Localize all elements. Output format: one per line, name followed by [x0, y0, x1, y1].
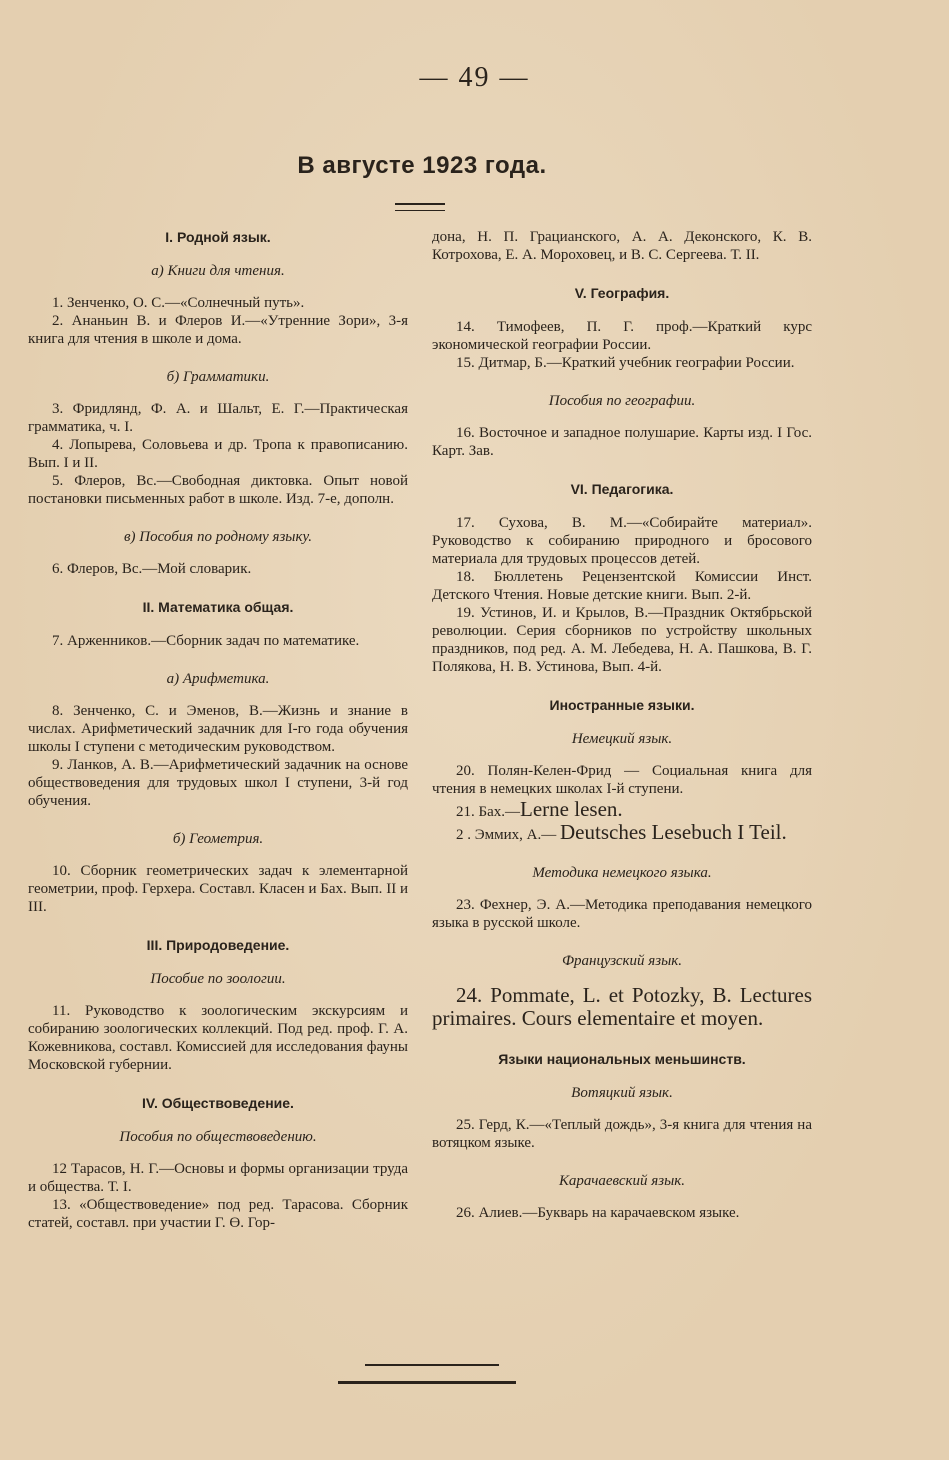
entry-group — [28, 702, 408, 810]
entry-16: 16. Восточное и западное полушарие. Карты изд. I Гос. Карт. Зав. — [432, 425, 812, 459]
subsection-native-aids: в) Пособия по родному языку. — [124, 529, 312, 545]
entry-12: 12 Тарасов, Н. Г.—Основы и формы организации труда и общества. Т. I. — [28, 1161, 408, 1195]
entry-group — [432, 318, 812, 372]
entry-group — [432, 514, 812, 676]
entry-10: 10. Сборник геометрических задач к элементарной геометрии, проф. Герхера. Составл. Класен и Бах. Вып. II и III. — [28, 863, 408, 915]
subsection-social-aids: Пособия по обществоведению. — [119, 1129, 317, 1145]
entry-19: 19. Устинов, И. и Крылов, В.—Праздник Октябрьской революции. Серия сборников по устройству школьных праздников, под ред. А. М. Лебедева, Н. А. Пашкова, В. Г. Полякова, Н. В. Устинова, Вып. 4-й. — [432, 605, 812, 675]
left-column — [28, 228, 408, 1252]
section-heading-foreign-languages: Иностранные языки. — [549, 697, 695, 713]
section-heading-minority-languages: Языки национальных меньшинств. — [498, 1051, 746, 1067]
entry-13-continued: дона, Н. П. Грацианского, А. А. Деконского, К. В. Котрохова, Е. А. Мороховец, и В. С. Сергеева. Т. II. — [432, 229, 812, 263]
entry-13: 13. «Обществоведение» под ред. Тарасова. Сборник статей, составл. при участии Г. Ө. Гор- — [28, 1197, 408, 1231]
entry-group — [432, 228, 812, 264]
entry-group — [28, 862, 408, 916]
entry-group — [28, 294, 408, 348]
subsection-grammars: б) Грамматики. — [166, 369, 270, 385]
subsection-french: Французский язык. — [561, 953, 683, 969]
entry-group — [432, 1116, 812, 1152]
entry-20: 20. Полян-Келен-Фрид — Социальная книга для чтения в немецких школах I-й ступени. — [432, 763, 812, 797]
closing-rule-bottom — [338, 1381, 516, 1384]
entry-7: 7. Арженников.—Сборник задач по математике. — [52, 633, 360, 649]
entry-21-number: 21. Бах.— — [456, 804, 521, 820]
entry-group — [432, 1204, 812, 1222]
entry-23: 23. Фехнер, Э. А.—Методика преподавания немецкого языка в русской школе. — [432, 897, 812, 931]
subsection-votyak: Вотяцкий язык. — [571, 1085, 673, 1101]
subsection-arithmetic: а) Арифметика. — [166, 671, 270, 687]
entry-6: 6. Флеров, Вс.—Мой словарик. — [52, 561, 252, 577]
entry-group — [28, 632, 408, 650]
entry-22-number: 2 . Эммих, А.— — [456, 827, 560, 843]
entry-5: 5. Флеров, Вс.—Свободная диктовка. Опыт новой постановки письменных работ в школе. Изд. 7-е, дополн. — [28, 473, 408, 507]
entry-24: 24. Pommate, L. et Potozky, B. Lectures primaires. Cours elementaire et moyen. — [432, 983, 812, 1030]
entry-21 — [432, 798, 812, 821]
subsection-reading-books: а) Книги для чтения. — [151, 263, 285, 279]
entry-3: 3. Фридлянд, Ф. А. и Шальт, Е. Г.—Практическая грамматика, ч. I. — [28, 401, 408, 435]
subsection-geography-aids: Пособия по географии. — [548, 393, 696, 409]
entry-22-title: Deutsches Lesebuch I Teil. — [560, 820, 787, 844]
subsection-karachay: Карачаевский язык. — [558, 1173, 686, 1189]
entry-15: 15. Дитмар, Б.—Краткий учебник географии России. — [456, 355, 795, 371]
entry-22 — [432, 821, 812, 844]
section-heading-geography: V. География. — [574, 285, 670, 301]
entry-8: 8. Зенченко, С. и Эменов, В.—Жизнь и знание в числах. Арифметический задачник для I-го года обучения школы I ступени с методическим руководством. — [28, 703, 408, 755]
entry-25: 25. Герд, К.—«Теплый дождь», 3-я книга для чтения на вотяцком языке. — [432, 1117, 812, 1151]
entry-26: 26. Алиев.—Букварь на карачаевском языке. — [456, 1205, 740, 1221]
entry-group — [432, 984, 812, 1030]
entry-9: 9. Ланков, А. В.—Арифметический задачник на основе обществоведения для трудовых школ I ступени, 3-й год обучения. — [28, 757, 408, 809]
entry-2: 2. Ананьин В. и Флеров И.—«Утренние Зори», 3-я книга для чтения в школе и дома. — [28, 313, 408, 347]
title-divider — [395, 203, 445, 211]
page-number: — 49 — — [419, 62, 530, 93]
entry-group — [28, 400, 408, 508]
entry-group — [432, 762, 812, 844]
entry-21-title: Lerne lesen. — [520, 797, 623, 821]
entry-14: 14. Тимофеев, П. Г. проф.—Краткий курс экономической географии России. — [432, 319, 812, 353]
entry-1: 1. Зенченко, О. С.—«Солнечный путь». — [52, 295, 305, 311]
entry-18: 18. Бюллетень Рецензентской Комиссии Инст. Детского Чтения. Новые детские книги. Вып. 2-й. — [432, 569, 812, 603]
entry-group — [432, 896, 812, 932]
entry-11: 11. Руководство к зоологическим экскурсиям и собиранию зоологических коллекций. Под ред. проф. Г. А. Кожевникова, составл. Комиссией для исследования фауны Московской губернии. — [28, 1003, 408, 1073]
section-heading-social-studies: IV. Обществоведение. — [142, 1095, 294, 1111]
section-heading-math: II. Математика общая. — [142, 599, 294, 615]
subsection-german-method: Методика немецкого языка. — [532, 865, 712, 881]
entry-group — [28, 560, 408, 578]
section-heading-nature-study: III. Природоведение. — [146, 937, 290, 953]
entry-17: 17. Сухова, В. М.—«Собирайте материал». Руководство к собиранию природного и бросового материала для трудовых процессов детей. — [432, 515, 812, 567]
subsection-german: Немецкий язык. — [571, 731, 673, 747]
entry-group — [28, 1002, 408, 1074]
section-heading-pedagogy: VI. Педагогика. — [570, 481, 674, 497]
section-heading-native-language: I. Родной язык. — [165, 229, 271, 245]
entry-group — [28, 1160, 408, 1232]
right-column — [432, 228, 812, 1242]
subsection-zoology: Пособие по зоологии. — [150, 971, 286, 987]
subsection-geometry: б) Геометрия. — [172, 831, 264, 847]
entry-group — [432, 424, 812, 460]
page-title: В августе 1923 года. — [297, 152, 547, 179]
entry-4: 4. Лопырева, Соловьева и др. Тропа к правописанию. Вып. I и II. — [28, 437, 408, 471]
closing-rule-top — [365, 1364, 499, 1366]
